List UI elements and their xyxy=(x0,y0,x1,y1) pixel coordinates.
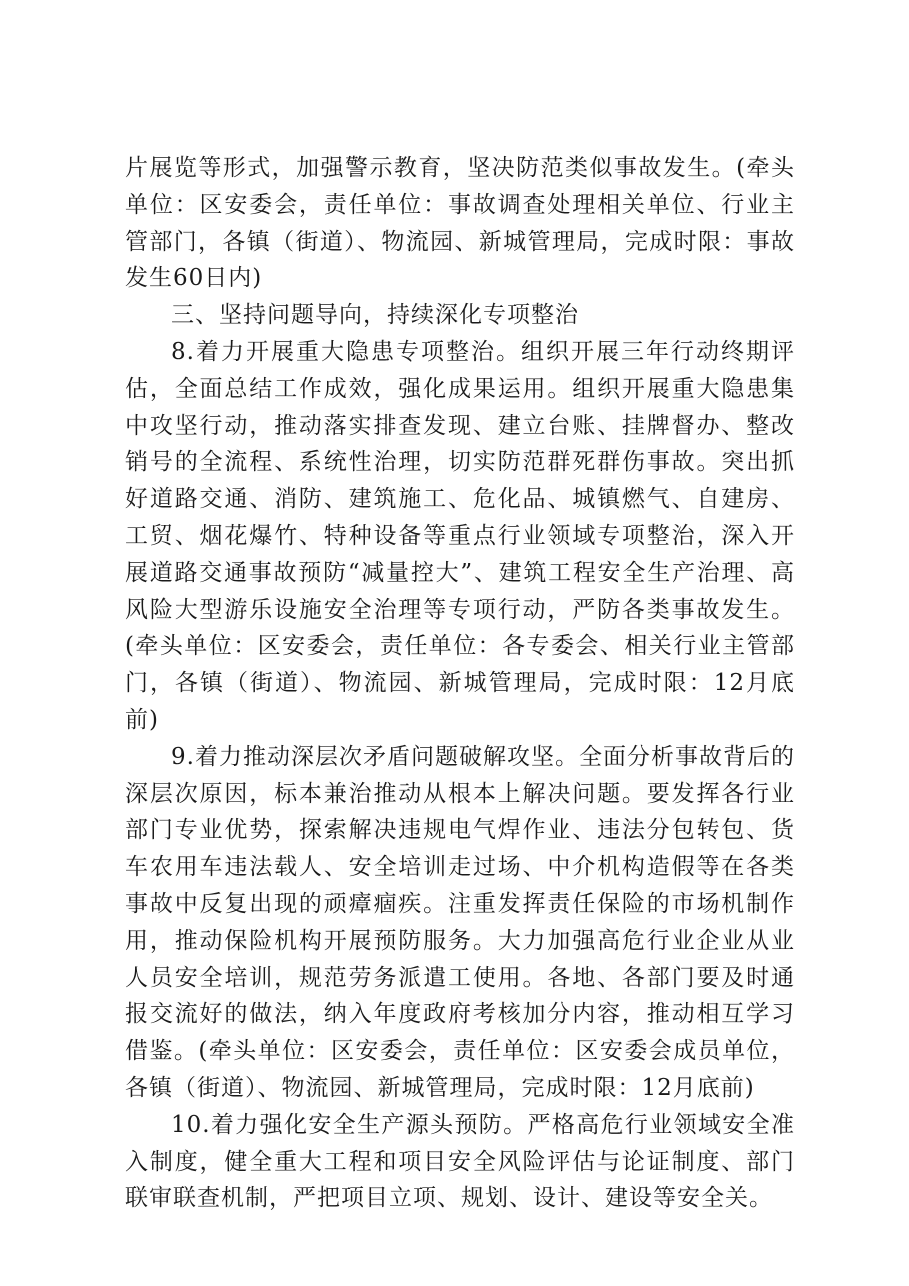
paragraph-item-9: 9.着力推动深层次矛盾问题破解攻坚。全面分析事故背后的深层次原因，标本兼治推动从根本上解决问题。要发挥各行业部门专业优势，探索解决违规电气焊作业、违法分包转包、货车农用车违法载人、安全培训走过场、中介机构造假等在各类事故中反复出现的顽瘴痼疾。注重发挥责任保险的市场机制作用，推动保险机构开展预防服务。大力加强高危行业企业从业人员安全培训，规范劳务派遣工使用。各地、各部门要及时通报交流好的做法，纳入年度政府考核加分内容，推动相互学习借鉴。(牵头单位：区安委会，责任单位：区安委会成员单位，各镇（街道）、物流园、新城管理局，完成时限：12月底前) xyxy=(125,743,795,1101)
paragraph-item-10: 10.着力强化安全生产源头预防。严格高危行业领域安全准入制度，健全重大工程和项目安全风险评估与论证制度、部门联审联查机制，严把项目立项、规划、设计、建设等安全关。 xyxy=(125,1111,795,1212)
section-heading: 三、坚持问题导向，持续深化专项整治 xyxy=(171,302,579,329)
paragraph-item-8: 8.着力开展重大隐患专项整治。组织开展三年行动终期评估，全面总结工作成效，强化成果运用。组织开展重大隐患集中攻坚行动，推动落实排查发现、建立台账、挂牌督办、整改销号的全流程、系统性治理，切实防范群死群伤事故。突出抓好道路交通、消防、建筑施工、危化品、城镇燃气、自建房、工贸、烟花爆竹、特种设备等重点行业领域专项整治，深入开展道路交通事故预防“减量控大”、建筑工程安全生产治理、高风险大型游乐设施安全治理等专项行动，严防各类事故发生。(牵头单位：区安委会，责任单位：各专委会、相关行业主管部门，各镇（街道）、物流园、新城管理局，完成时限：12月底前) xyxy=(125,338,795,733)
document-body xyxy=(125,150,795,1217)
paragraph-continuation: 片展览等形式，加强警示教育，坚决防范类似事故发生。(牵头单位：区安委会，责任单位：事故调查处理相关单位、行业主管部门，各镇（街道）、物流园、新城管理局，完成时限：事故发生60日内) xyxy=(125,155,795,292)
